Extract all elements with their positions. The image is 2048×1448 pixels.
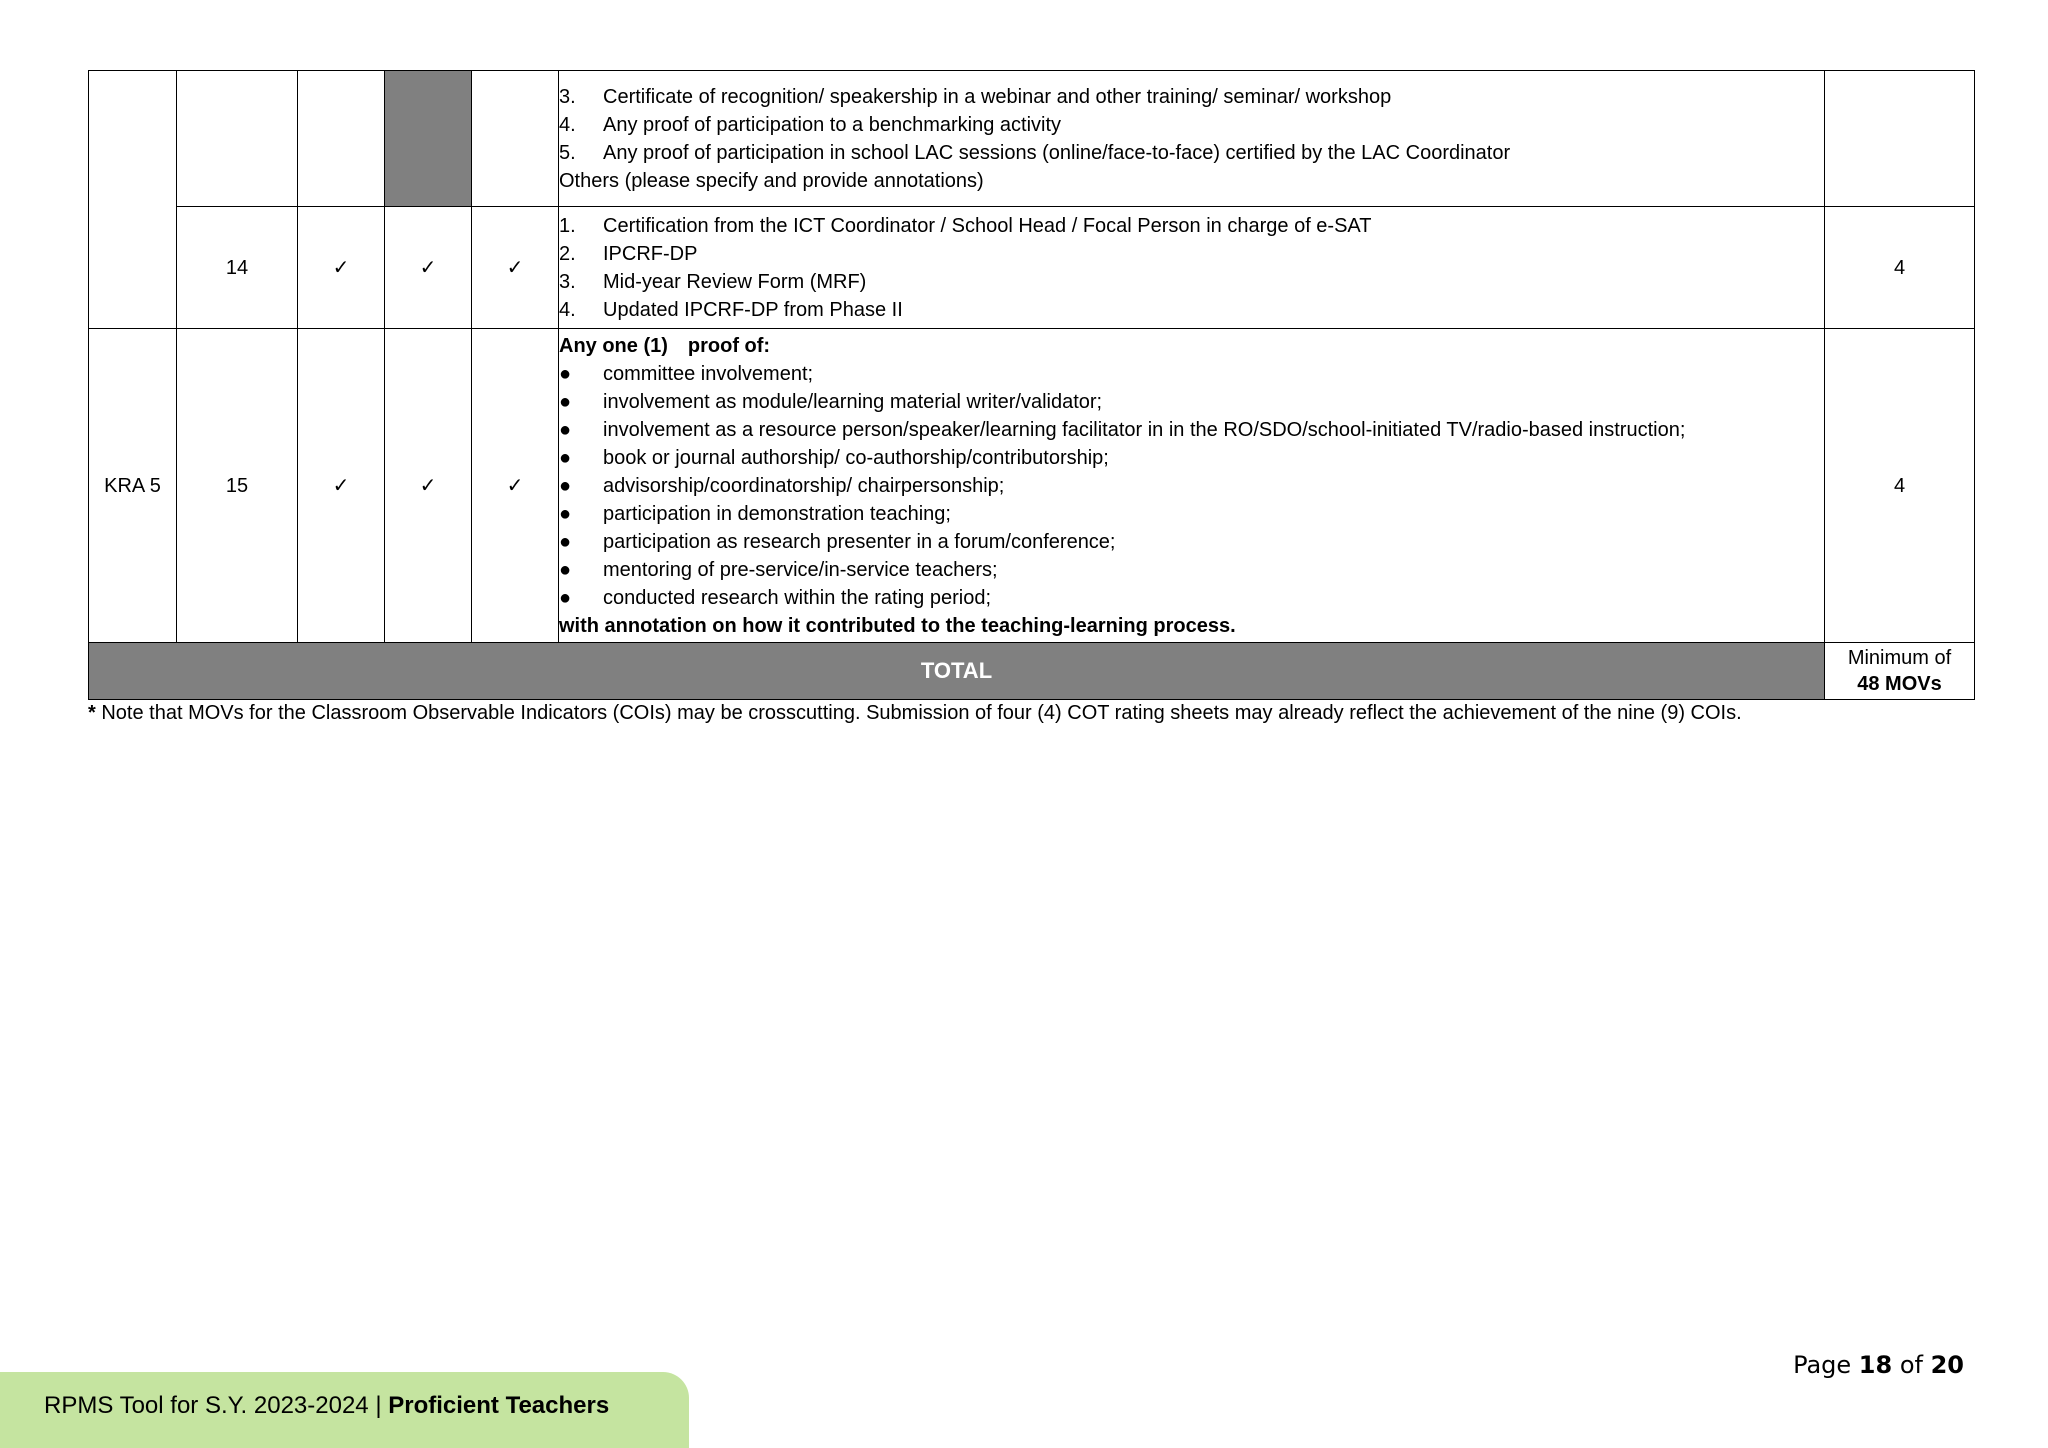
kra-label: KRA 5 (89, 329, 177, 643)
check-cell-empty (472, 71, 559, 207)
mov-list-cell (559, 207, 1825, 329)
check-mark: ✓ (472, 207, 559, 329)
movs-count: 4 (1825, 207, 1975, 329)
list-item: ● participation in demonstration teaching; (559, 500, 1824, 528)
list-item: 1. Certification from the ICT Coordinator / School Head / Focal Person in charge of e-SAT (559, 214, 1372, 237)
mov-list-cell (559, 71, 1825, 207)
list-item: ● participation as research presenter in a forum/conference; (559, 528, 1824, 556)
list-item: ● involvement as module/learning material writer/validator; (559, 388, 1824, 416)
total-label: TOTAL (89, 643, 1825, 700)
bullet-icon: ● (559, 502, 572, 525)
table-row-continuation (89, 71, 1975, 207)
check-mark: ✓ (472, 329, 559, 643)
footnote (88, 700, 1968, 726)
mov-intro: Any one (1) proof of: (559, 334, 771, 357)
list-item: 3. Mid-year Review Form (MRF) (559, 270, 867, 293)
minimum-label: Minimum of (1847, 647, 1952, 669)
mov-closing: with annotation on how it contributed to the teaching-learning process. (559, 614, 1236, 637)
current-page: 18 (1858, 1351, 1893, 1379)
list-item: 5. Any proof of participation in school LAC sessions (online/face-to-face) certified by the LAC Coordinator (559, 141, 1511, 164)
check-cell-empty (298, 71, 385, 207)
movs-count-cell-empty (1825, 71, 1975, 207)
footer-title: RPMS Tool for S.Y. 2023-2024 | Proficient Teachers (44, 1392, 610, 1419)
list-item: 3. Certificate of recognition/ speakership in a webinar and other training/ seminar/ workshop (559, 85, 1392, 108)
list-item: ● committee involvement; (559, 360, 1824, 388)
total-pages: 20 (1930, 1351, 1964, 1379)
objective-number: 14 (177, 207, 298, 329)
table-row-objective-15 (89, 329, 1975, 643)
movs-count: 4 (1825, 329, 1975, 643)
mov-list-cell (559, 329, 1825, 643)
bullet-icon: ● (559, 530, 572, 553)
kra-cell-empty (89, 71, 177, 329)
list-item: ● conducted research within the rating period; (559, 584, 1824, 612)
list-item: 2. IPCRF-DP (559, 242, 698, 265)
check-mark: ✓ (385, 329, 472, 643)
list-item: ● involvement as a resource person/speaker/learning facilitator in in the RO/SDO/school-initiated TV/radio-based instruction; (559, 416, 1824, 444)
objective-cell-empty (177, 71, 298, 207)
footnote-text: Note that MOVs for the Classroom Observable Indicators (COIs) may be crosscutting. Submission of four (4) COT rating sheets may already reflect the achievement of the nine (9) COIs. (95, 702, 1742, 724)
minimum-value: 48 MOVs (1857, 673, 1942, 695)
table-row-objective-14 (89, 207, 1975, 329)
others-text: Others (please specify and provide annotations) (559, 169, 984, 192)
bullet-icon: ● (559, 390, 572, 413)
bullet-icon: ● (559, 362, 572, 385)
footer-audience: Proficient Teachers (388, 1392, 610, 1419)
objective-number: 15 (177, 329, 298, 643)
shaded-cell (385, 71, 472, 207)
bullet-icon: ● (559, 446, 572, 469)
footnote-star: * (88, 702, 96, 724)
rpms-mov-table (88, 70, 1975, 700)
list-item: 4. Any proof of participation to a benchmarking activity (559, 113, 1062, 136)
list-item: ● advisorship/coordinatorship/ chairpersonship; (559, 472, 1824, 500)
check-mark: ✓ (298, 207, 385, 329)
table-row-total (89, 643, 1975, 700)
bullet-icon: ● (559, 586, 572, 609)
check-mark: ✓ (298, 329, 385, 643)
page-number: Page 18 of 20 (1793, 1351, 1964, 1379)
total-minimum (1825, 643, 1975, 700)
list-item: ● mentoring of pre-service/in-service teachers; (559, 556, 1824, 584)
list-item: 4. Updated IPCRF-DP from Phase II (559, 298, 903, 321)
check-mark: ✓ (385, 207, 472, 329)
bullet-icon: ● (559, 474, 572, 497)
bullet-icon: ● (559, 558, 572, 581)
bullet-icon: ● (559, 418, 572, 441)
list-item: ● book or journal authorship/ co-authorship/contributorship; (559, 444, 1824, 472)
